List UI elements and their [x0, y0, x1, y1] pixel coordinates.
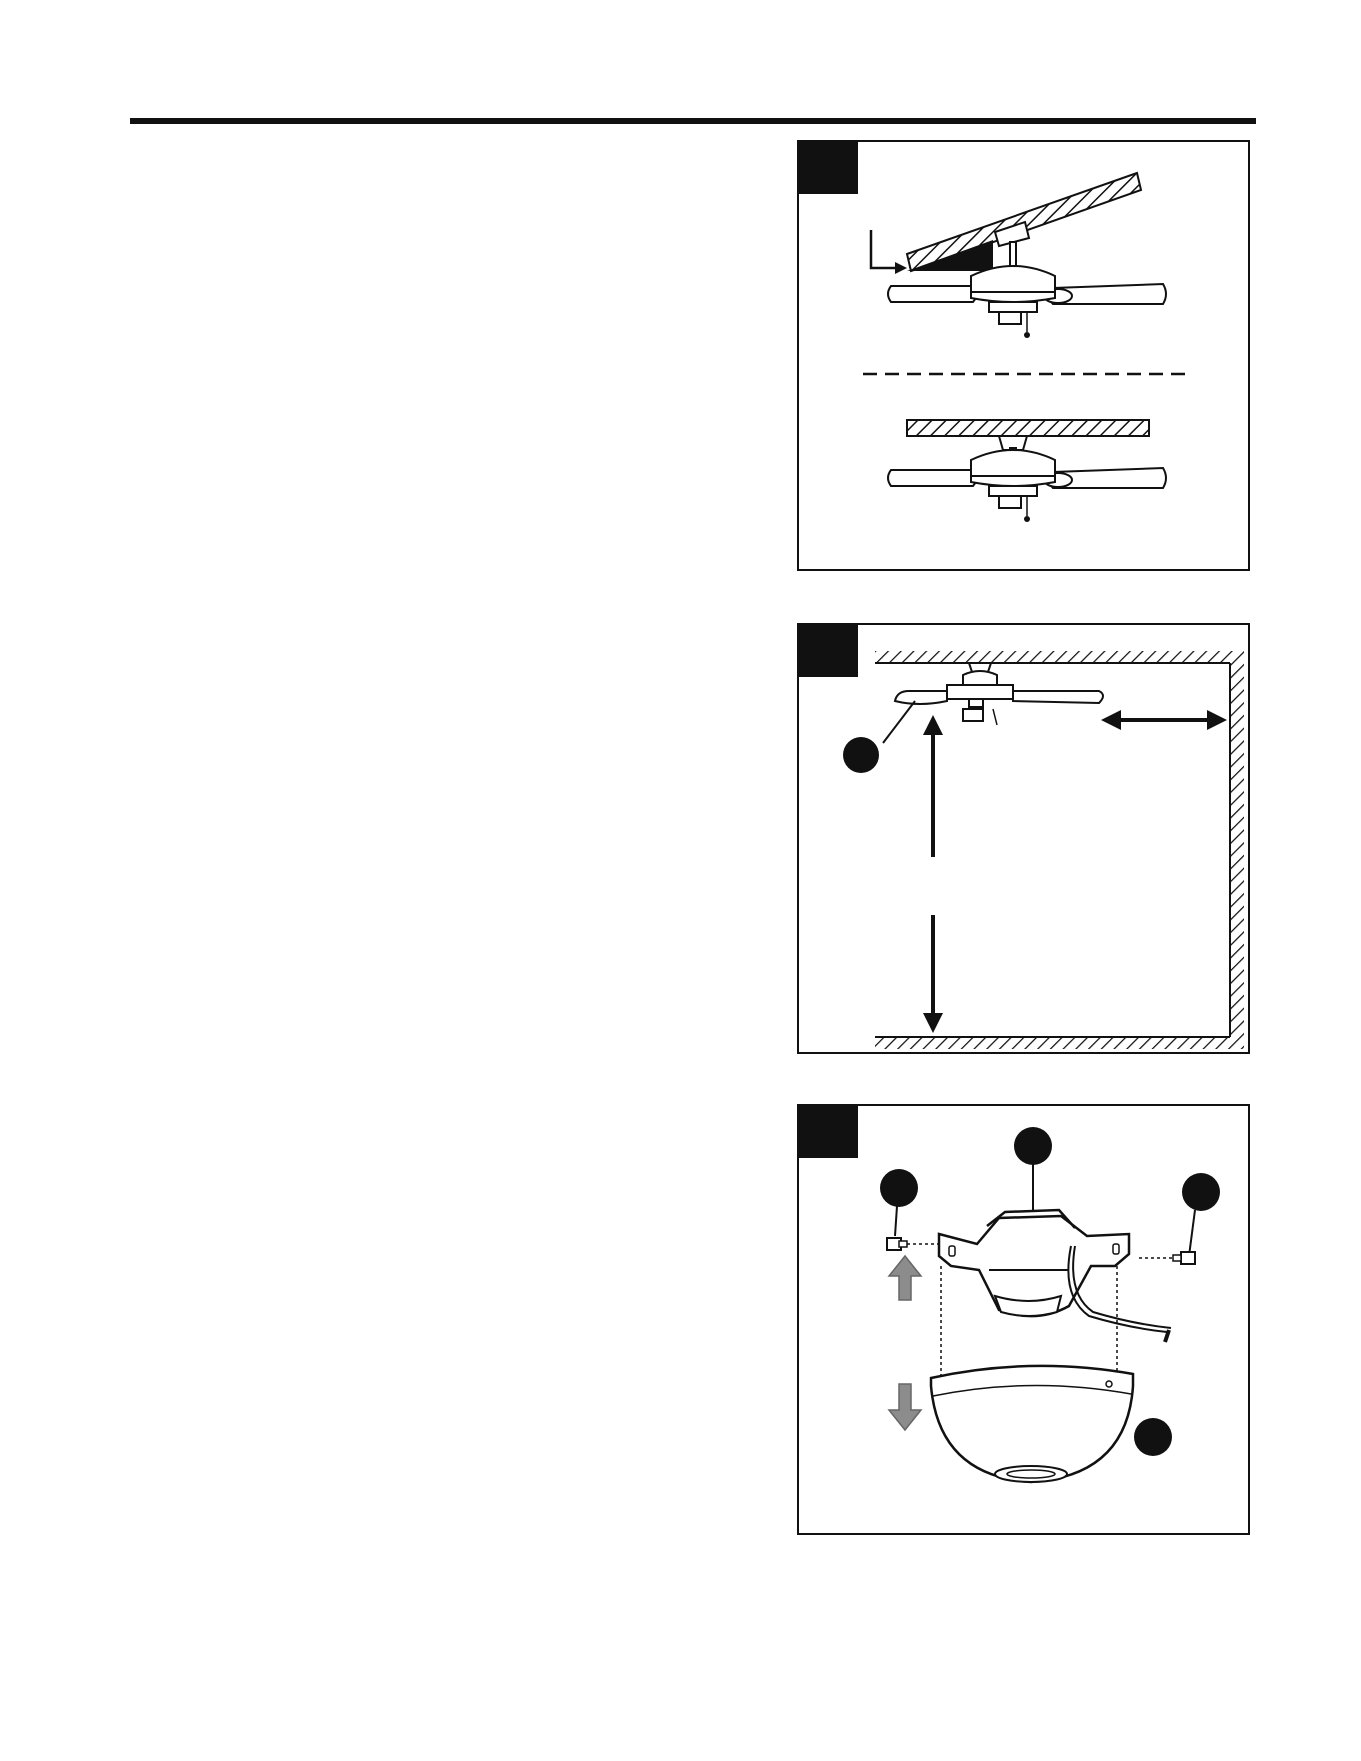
figure-3-callout-top — [1014, 1127, 1052, 1165]
figure-2-illustration — [799, 625, 1248, 1052]
figure-3-callout-left — [880, 1169, 918, 1207]
figure-1-sloped-and-flat-ceiling — [797, 140, 1250, 571]
figure-1-illustration — [799, 142, 1248, 569]
figure-2-clearance — [797, 623, 1250, 1054]
figure-3-callout-right — [1182, 1173, 1220, 1211]
arrow-down-gray — [889, 1384, 921, 1430]
figure-3-bracket-canopy — [797, 1104, 1250, 1535]
screw-right — [1173, 1252, 1195, 1264]
arrow-up-gray — [889, 1256, 921, 1300]
figure-2-callout — [843, 737, 879, 773]
screw-left — [887, 1238, 907, 1250]
figure-3-callout-canopy — [1134, 1418, 1172, 1456]
figure-3-illustration — [799, 1106, 1248, 1533]
header-rule — [130, 118, 1256, 124]
